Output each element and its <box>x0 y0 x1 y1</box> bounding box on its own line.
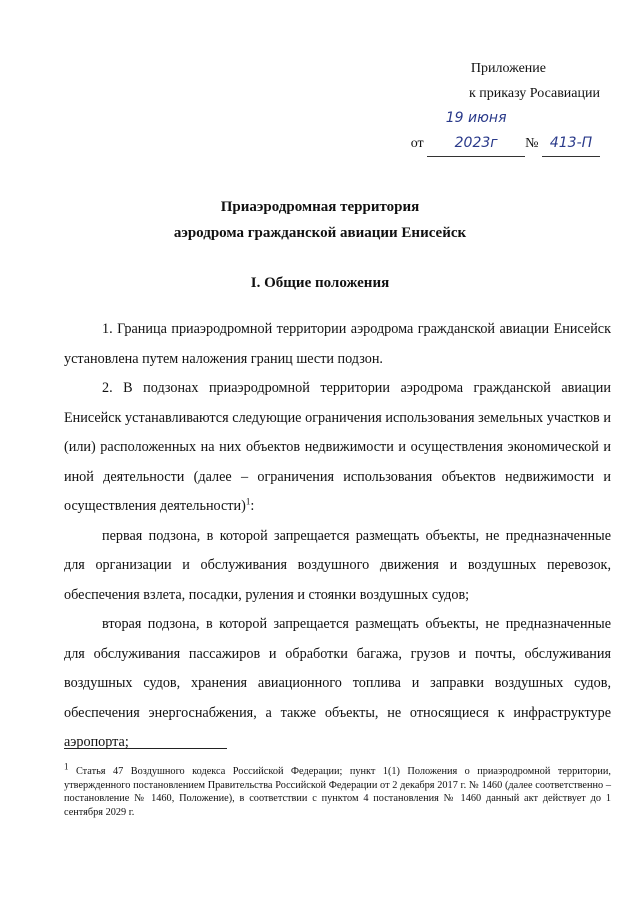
order-reference: к приказу Росавиации <box>468 86 600 101</box>
section-title: I. Общие положения <box>250 275 390 291</box>
paragraph-subzone-2: вторая подзона, в которой запрещается размещать объекты, не предназначенные для обслуживания пассажиров и обработки багажа, грузов и почты, обслуживания воздушных судов, хранения авиационного топлива и заправки воздушных судов, обеспечения энергоснабжения, а также объекты, не относящиеся к инфраструктуре аэропорта; <box>64 616 611 750</box>
paragraph-2 <box>64 374 611 522</box>
footnote-marker: 1 <box>64 761 69 772</box>
handwritten-date: 19 июня 2023г <box>427 106 525 157</box>
appendix-label: Приложение <box>470 61 546 76</box>
document-title-line2: аэродрома гражданской авиации Енисейск <box>173 225 467 241</box>
footnote <box>64 761 611 819</box>
document-body <box>64 315 611 758</box>
handwritten-number: 413-П <box>542 131 600 157</box>
paragraph-subzone-1: первая подзона, в которой запрещается размещать объекты, не предназначенные для организации и обслуживания воздушного движения и воздушных перевозок, обеспечения взлета, посадки, руления и стоянки воздушных судов; <box>64 527 611 603</box>
paragraph-1: 1. Граница приаэродромной территории аэродрома гражданской авиации Енисейск установлена путем наложения границ шести подзон. <box>64 321 611 367</box>
footnote-separator <box>64 748 227 749</box>
paragraph-2-end: : <box>250 498 255 514</box>
footnote-text: Статья 47 Воздушного кодекса Российской Федерации; пункт 1(1) Положения о приаэродромной территории, утвержденного постановлением Правительства Российской Федерации от 2 декабря 2017 г. № 1460 (далее соответственно – постановление № 1460, Положение), в соответствии с пунктом 4 постановления № 1460 данный акт действует до 1 сентября 2029 г. <box>64 766 611 818</box>
order-date-number-line <box>411 106 600 157</box>
from-label: от <box>410 136 424 151</box>
number-label: № <box>525 136 539 151</box>
paragraph-2-text: 2. В подзонах приаэродромной территории аэродрома гражданской авиации Енисейск устанавливаются следующие ограничения использования земельных участков и (или) расположенных на них объектов недвижимости и осуществления экономической и иной деятельности (далее – ограничения использования объектов недвижимости и осуществления деятельности) <box>64 380 611 514</box>
appendix-header <box>411 56 600 157</box>
footnote-reference: 1 <box>245 496 251 507</box>
document-title-line1: Приаэродромная территория <box>220 199 420 215</box>
